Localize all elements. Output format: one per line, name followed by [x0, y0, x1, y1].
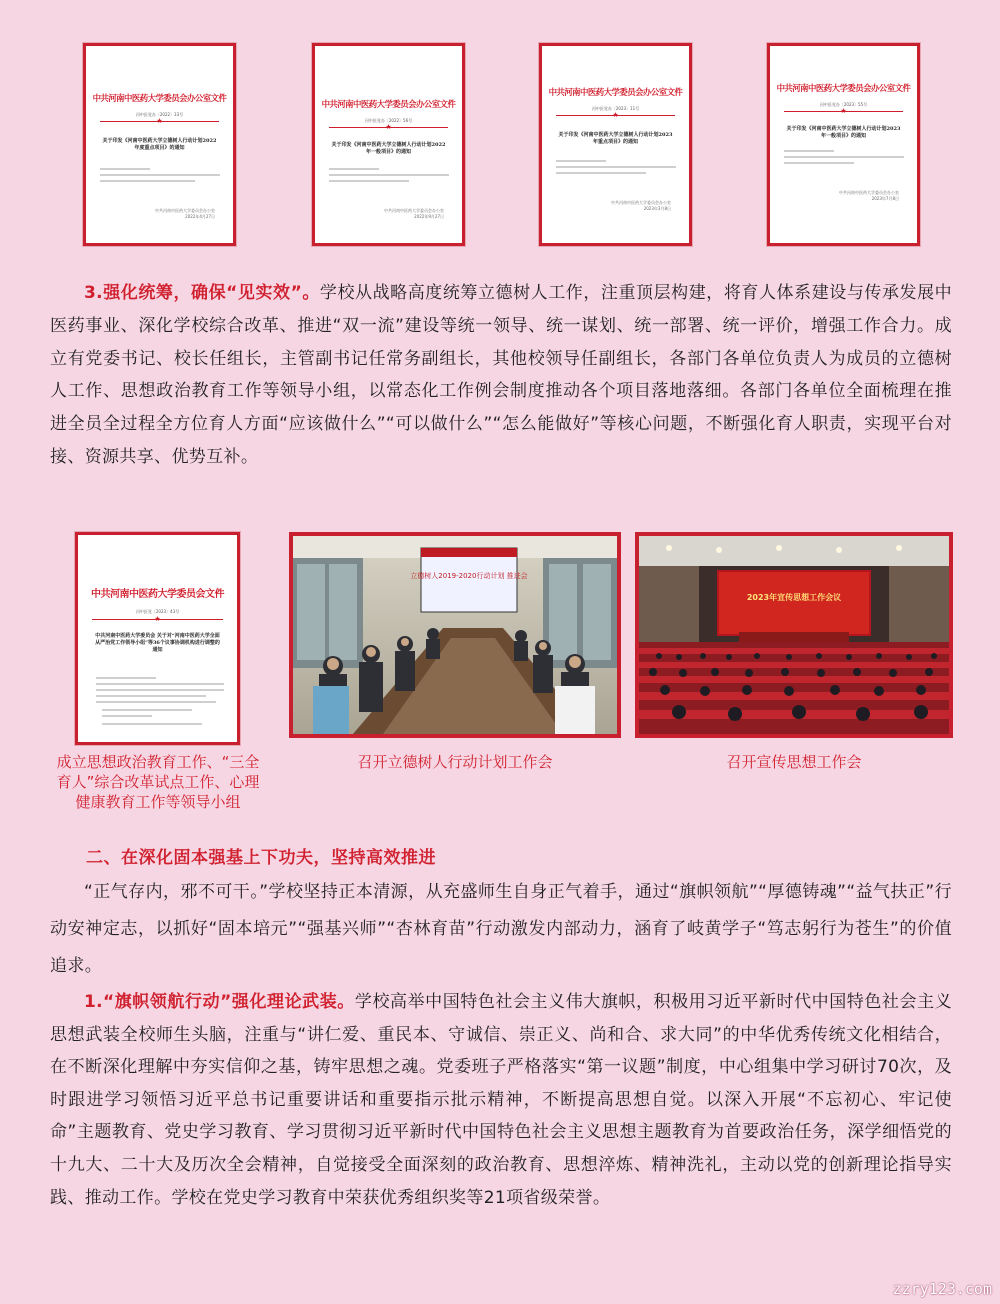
paragraph-body: 学校从战略高度统筹立德树人工作，注重顶层构建，将育人体系建设与传承发展中医药事业、深化学校综合改革、推进“双一流”建设等统一领导、统一谋划、统一部署、统一评价，增强工作合力。成立有党委书记、校长任组长，主管副书记任常务副组长，其他校领导任副组长，各部门各单位负责人为成员的立德树人工作、思想政治教育工作等领导小组，以常态化工作例会制度推动各个项目落地落细。各部门各单位全面梳理在推进全员全过程全方位育人方面“应该做什么”“可以做什么”“怎么能做好”等核心问题，不断强化育人职责，实现平台对接、资源共享、优势互补。 — [50, 283, 952, 467]
doc-text-line — [556, 166, 676, 168]
document-thumbnail-2 — [312, 43, 465, 246]
doc-text-line — [96, 683, 224, 685]
doc-title: 关于印发《河南中医药大学立德树人行动计划2022年度重点项目》的通知 — [102, 138, 217, 151]
paragraph-flag-guidance — [50, 986, 952, 1214]
star-icon: ★ — [612, 111, 619, 119]
doc-date: 2022年4月27日 — [185, 214, 215, 219]
doc-signature — [611, 200, 671, 212]
doc-signature — [384, 208, 444, 220]
doc-text-line — [96, 695, 206, 697]
doc-text-line — [96, 689, 224, 691]
doc-signature-text: 中共河南中医药大学委员会办公室 — [839, 190, 899, 195]
star-icon: ★ — [385, 123, 392, 131]
star-icon: ★ — [156, 117, 163, 125]
doc-header: 中共河南中医药大学委员会办公室文件 — [776, 83, 911, 93]
doc-text-line — [102, 709, 192, 711]
doc-text-line — [96, 701, 216, 703]
paragraph-strengthen-coordination — [50, 277, 952, 474]
doc-number: 河中医党〔2023〕43号 — [135, 609, 180, 614]
doc-number: 河中医党办〔2023〕55号 — [819, 102, 868, 107]
auditorium-image — [639, 536, 949, 734]
caption-photo-meeting: 召开立德树人行动计划工作会 — [357, 753, 553, 771]
doc-text-line — [329, 168, 379, 170]
paragraph-body: 学校高举中国特色社会主义伟大旗帜，积极用习近平新时代中国特色社会主义思想武装全校师生头脑，注重与“讲仁爱、重民本、守诚信、崇正义、尚和合、求大同”的中华优秀传统文化相结合，在不断深化理解中夯实信仰之基，铸牢思想之魂。党委班子严格落实“第一议题”制度，中心组集中学习研讨70次，及时跟进学习领悟习近平总书记重要讲话和重要指示批示精神，不断提高思想自觉。以深入开展“不忘初心、牢记使命”主题教育、党史学习教育、学习贯彻习近平新时代中国特色社会主义思想主题教育为首要政治任务，深学细悟党的十九大、二十大及历次全会精神，自觉接受全面深刻的政治教育、思想淬炼、精神洗礼，主动以党的创新理论指导实践、推动工作。学校在党史学习教育中荣获优秀组织奖等21项省级荣誉。 — [50, 992, 952, 1208]
doc-text-line — [102, 723, 202, 725]
doc-title: 中共河南中医药大学委员会 关于对“河南中医药大学全面从严治党工作领导小组”等36个议事协调机构进行调整的通知 — [95, 633, 220, 653]
star-icon: ★ — [154, 615, 161, 623]
doc-signature-text: 中共河南中医药大学委员会办公室 — [155, 208, 215, 213]
stage-banner-text: 2023年宣传思想工作会议 — [746, 593, 842, 602]
paragraph-intro: “正气存内，邪不可干。”学校坚持正本清源，从充盛师生自身正气着手，通过“旗帜领航”“厚德铸魂”“益气扶正”行动安神定志，以抓好“固本培元”“强基兴师”“杏林育苗”行动激发内部动力，涵育了岐黄学子“笃志躬行为苍生”的价值追求。 — [50, 882, 952, 976]
watermark: zzry123.com — [892, 1280, 992, 1298]
doc-text-line — [100, 180, 195, 182]
doc-text-line — [329, 180, 409, 182]
document-thumbnail-3 — [539, 43, 692, 246]
document-thumbnail-1 — [83, 43, 236, 246]
doc-text-line — [102, 715, 152, 717]
doc-header: 中共河南中医药大学委员会办公室文件 — [92, 93, 227, 103]
doc-number: 河中医党办〔2022〕56号 — [364, 118, 413, 123]
doc-date: 2023年7月8日 — [871, 196, 899, 201]
caption-photo-auditorium: 召开宣传思想工作会 — [726, 753, 862, 771]
document-thumbnail-committee — [75, 532, 240, 745]
doc-text-line — [556, 160, 606, 162]
doc-title: 关于印发《河南中医药大学立德树人行动计划2023年一般项目》的通知 — [786, 126, 901, 139]
section-title: 二、在深化固本强基上下功夫，坚持高效推进 — [86, 848, 436, 868]
doc-text-line — [784, 162, 854, 164]
doc-text-line — [329, 174, 449, 176]
doc-signature-text: 中共河南中医药大学委员会办公室 — [611, 200, 671, 205]
paragraph-lead: 1.“旗帜领航行动”强化理论武装。 — [84, 992, 355, 1012]
doc-signature — [155, 208, 215, 220]
screen-text: 立德树人2019-2020行动计划 推进会 — [410, 572, 528, 580]
doc-text-line — [556, 172, 646, 174]
paragraph-lead: 3.强化统筹，确保“见实效”。 — [84, 283, 320, 303]
document-thumbnail-4 — [767, 43, 920, 246]
caption-leading-groups: 成立思想政治教育工作、“三全育人”综合改革试点工作、心理健康教育工作等领导小组 — [56, 753, 260, 811]
photo-auditorium — [635, 532, 953, 738]
photo-meeting-room — [289, 532, 621, 738]
doc-header: 中共河南中医药大学委员会办公室文件 — [548, 87, 683, 97]
doc-text-line — [784, 156, 904, 158]
doc-header: 中共河南中医药大学委员会文件 — [91, 589, 224, 600]
doc-text-line — [100, 174, 220, 176]
doc-text-line — [100, 168, 150, 170]
meeting-room-image — [293, 536, 617, 734]
doc-text-line — [96, 677, 156, 679]
doc-signature-text: 中共河南中医药大学委员会办公室 — [384, 208, 444, 213]
doc-title: 关于印发《河南中医药大学立德树人行动计划2023年重点项目》的通知 — [558, 132, 673, 145]
star-icon: ★ — [840, 107, 847, 115]
doc-date: 2023年3月8日 — [643, 206, 671, 211]
doc-signature — [839, 190, 899, 202]
doc-number: 河中医党办〔2022〕33号 — [135, 112, 184, 117]
doc-text-line — [784, 150, 834, 152]
doc-title: 关于印发《河南中医药大学立德树人行动计划2022年一般项目》的通知 — [331, 142, 446, 155]
doc-header: 中共河南中医药大学委员会办公室文件 — [321, 99, 456, 109]
doc-number: 河中医党办〔2023〕11号 — [591, 106, 640, 111]
doc-date: 2022年9月27日 — [414, 214, 444, 219]
